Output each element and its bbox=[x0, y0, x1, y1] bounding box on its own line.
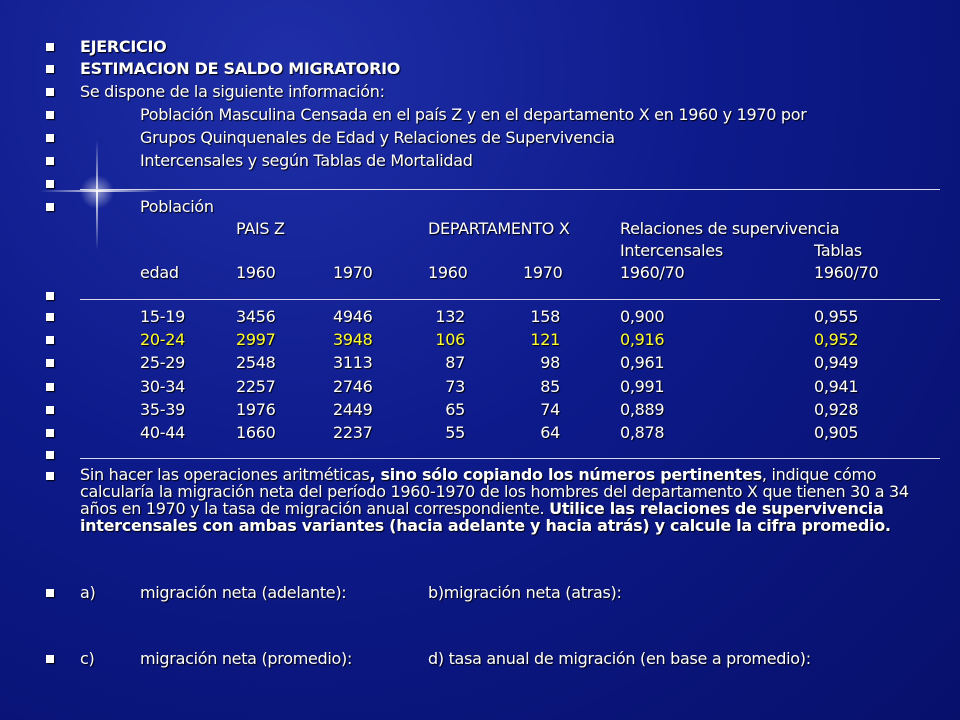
bullet-icon bbox=[46, 134, 54, 142]
col-intercensales: 1960/70 bbox=[620, 263, 685, 282]
bullet-icon bbox=[46, 292, 54, 300]
table-cell-tab: 0,905 bbox=[814, 423, 859, 442]
table-cell-d70: 98 bbox=[540, 353, 560, 373]
table-cell-d60: 55 bbox=[445, 423, 465, 442]
table-cell-p70: 4946 bbox=[333, 307, 373, 326]
table-cell-p60: 2997 bbox=[236, 330, 276, 350]
table-cell-inter: 0,900 bbox=[620, 307, 665, 326]
table-row bbox=[40, 329, 940, 351]
table-cell-edad: 25-29 bbox=[140, 353, 185, 373]
col-dep-1970: 1970 bbox=[523, 263, 563, 282]
header-intercensales: Intercensales bbox=[620, 241, 723, 260]
horizontal-rule bbox=[80, 458, 940, 459]
col-pais-1970: 1970 bbox=[333, 263, 373, 282]
table-cell-edad: 35-39 bbox=[140, 399, 185, 419]
table-cell-tab: 0,941 bbox=[814, 376, 859, 396]
separator-line bbox=[40, 444, 940, 466]
bullet-icon bbox=[46, 111, 54, 119]
horizontal-rule bbox=[80, 299, 940, 300]
bullet-icon bbox=[46, 359, 54, 367]
table-row bbox=[40, 422, 940, 444]
bullet-icon bbox=[46, 313, 54, 321]
table-cell-p60: 3456 bbox=[236, 307, 276, 326]
table-cell-inter: 0,916 bbox=[620, 330, 665, 350]
table-row bbox=[40, 399, 940, 421]
bullet-icon bbox=[46, 589, 54, 597]
col-tablas: 1960/70 bbox=[814, 263, 879, 282]
table-row bbox=[40, 306, 940, 328]
bullet-icon bbox=[46, 43, 54, 51]
separator-line bbox=[40, 173, 940, 195]
header-pais-z: PAIS Z bbox=[236, 219, 285, 238]
header-tablas: Tablas bbox=[814, 241, 862, 260]
bullet-icon bbox=[46, 203, 54, 211]
table-cell-edad: 15-19 bbox=[140, 307, 185, 326]
table-cell-d70: 158 bbox=[530, 307, 560, 326]
table-cell-edad: 20-24 bbox=[140, 330, 185, 350]
table-cell-tab: 0,949 bbox=[814, 353, 859, 373]
bullet-icon bbox=[46, 383, 54, 391]
col-pais-1960: 1960 bbox=[236, 263, 276, 282]
bullet-icon bbox=[46, 429, 54, 437]
table-row bbox=[40, 352, 940, 374]
table-header-columns bbox=[80, 262, 940, 284]
header-departamento-x: DEPARTAMENTO X bbox=[428, 219, 570, 238]
bullet-icon bbox=[46, 655, 54, 663]
table-cell-p70: 3948 bbox=[333, 330, 373, 350]
bullet-icon bbox=[46, 65, 54, 73]
table-cell-p70: 2237 bbox=[333, 423, 373, 442]
table-header-subgroups bbox=[80, 240, 940, 262]
table-cell-p60: 1660 bbox=[236, 423, 276, 442]
table-cell-d70: 64 bbox=[540, 423, 560, 442]
table-header-groups bbox=[80, 218, 940, 240]
bullet-icon bbox=[46, 157, 54, 165]
bullet-icon bbox=[46, 472, 54, 480]
table-cell-p70: 3113 bbox=[333, 353, 373, 373]
answer-line-cd: c) migración neta (promedio): d) tasa anual de migración (en base a promedio): bbox=[40, 648, 940, 670]
table-cell-inter: 0,961 bbox=[620, 353, 665, 373]
table-cell-d70: 74 bbox=[540, 399, 560, 419]
bullet-icon bbox=[46, 451, 54, 459]
bullet-icon bbox=[46, 406, 54, 414]
bullet-icon bbox=[46, 180, 54, 188]
table-cell-p70: 2746 bbox=[333, 376, 373, 396]
bullet-icon bbox=[46, 88, 54, 96]
table-cell-edad: 30-34 bbox=[140, 376, 185, 396]
table-cell-d60: 87 bbox=[445, 353, 465, 373]
table-cell-tab: 0,928 bbox=[814, 399, 859, 419]
answer-line-ab: a) migración neta (adelante): b)migración neta (atras): bbox=[40, 582, 940, 604]
bullet-icon bbox=[46, 336, 54, 344]
separator-line bbox=[40, 285, 940, 307]
table-cell-inter: 0,991 bbox=[620, 376, 665, 396]
horizontal-rule bbox=[80, 189, 940, 190]
col-dep-1960: 1960 bbox=[428, 263, 468, 282]
table-cell-inter: 0,878 bbox=[620, 423, 665, 442]
table-row bbox=[40, 376, 940, 398]
table-cell-d60: 132 bbox=[435, 307, 465, 326]
header-relaciones: Relaciones de supervivencia bbox=[620, 219, 840, 238]
table-cell-p70: 2449 bbox=[333, 399, 373, 419]
col-edad: edad bbox=[140, 263, 179, 282]
table-cell-p60: 2548 bbox=[236, 353, 276, 373]
table-cell-inter: 0,889 bbox=[620, 399, 665, 419]
table-cell-d60: 65 bbox=[445, 399, 465, 419]
table-cell-tab: 0,955 bbox=[814, 307, 859, 326]
table-cell-d60: 106 bbox=[435, 330, 465, 350]
instruction-paragraph: Sin hacer las operaciones aritméticas, sino sólo copiando los números pertinentes, indique cómo calcularía la migración neta del período 1960-1970 de los hombres del departamento X que tienen 30 a 34 años en 1970 y la tasa de migración anual correspondiente. Utilice las relaciones de supervivencia intercensales con ambas variantes (hacia adelante y hacia atrás) y calcule la cifra promedio. bbox=[80, 465, 909, 535]
table-cell-d70: 121 bbox=[530, 330, 560, 350]
table-cell-p60: 2257 bbox=[236, 376, 276, 396]
table-cell-tab: 0,952 bbox=[814, 330, 859, 350]
table-cell-d70: 85 bbox=[540, 376, 560, 396]
table-cell-p60: 1976 bbox=[236, 399, 276, 419]
table-cell-d60: 73 bbox=[445, 376, 465, 396]
table-cell-edad: 40-44 bbox=[140, 423, 185, 442]
